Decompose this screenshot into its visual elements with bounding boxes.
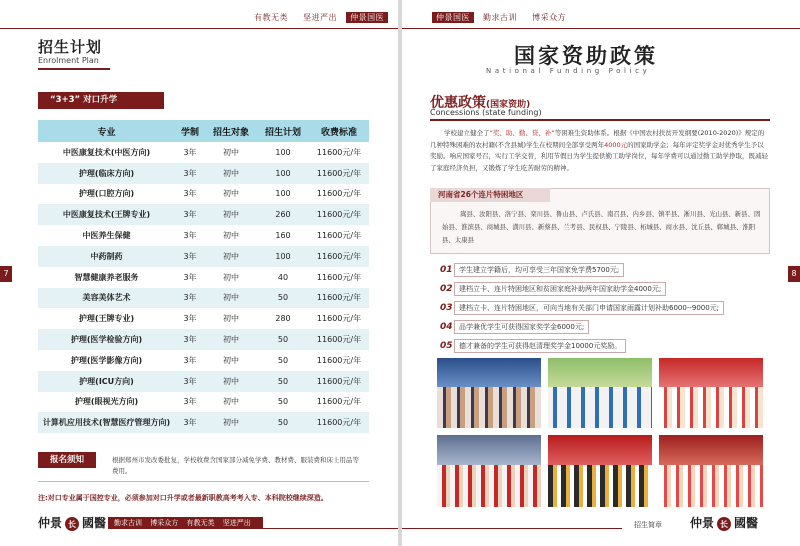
table-cell: 100 — [257, 246, 309, 267]
table-cell: 3年 — [175, 142, 205, 163]
top-slogan: 勤求古训 — [483, 13, 518, 22]
activity-photo — [437, 435, 541, 507]
table-cell: 11600元/年 — [309, 350, 369, 371]
policy-item: 01 学生建立学籍后，均可享受三年国家免学费5700元; — [440, 259, 624, 271]
table-cell: 50 — [257, 392, 309, 413]
top-slogan: 博采众方 — [532, 13, 567, 22]
table-cell: 初中 — [205, 267, 257, 288]
poverty-area-title: 河南省26个连片特困地区 — [430, 188, 550, 202]
table-cell: 初中 — [205, 225, 257, 246]
top-divider — [402, 28, 800, 29]
notice-label: 报名须知 — [38, 452, 96, 468]
table-cell: 11600元/年 — [309, 163, 369, 184]
table-cell: 初中 — [205, 163, 257, 184]
table-row — [38, 288, 369, 309]
table-cell: 3年 — [175, 350, 205, 371]
page-number: 7 — [0, 266, 12, 282]
activity-photo — [659, 435, 763, 507]
table-cell: 160 — [257, 225, 309, 246]
top-divider — [0, 28, 398, 29]
notice-text: 根据郑州市发改委批复，学校收费含国家部分减免学费、教材费、服装费和床上用品等费用。 — [112, 456, 359, 475]
bottom-divider — [402, 528, 622, 529]
table-cell: 3年 — [175, 329, 205, 350]
table-cell: 美容美体艺术 — [38, 288, 175, 309]
table-cell: 护理(口腔方向) — [38, 184, 175, 205]
table-cell: 3年 — [175, 412, 205, 433]
table-cell: 11600元/年 — [309, 371, 369, 392]
table-cell: 50 — [257, 288, 309, 309]
table-row — [38, 163, 369, 184]
top-slogan: 有教无类 — [254, 13, 288, 22]
page-title: 国家资助政策 — [514, 43, 658, 68]
table-row — [38, 267, 369, 288]
poverty-area-list: 嵩县、汝阳县、洛宁县、栾川县、鲁山县、卢氏县、南召县、内乡县、镇平县、淅川县、光山县、新县、固始县、淮滨县、商城县、潢川县、新蔡县、兰考县、民权县、宁陵县、柘城县、商水县、沈丘县、郸城县、淮阳县、太康县 — [442, 210, 761, 244]
table-cell: 护理(医学影像方向) — [38, 350, 175, 371]
table-cell: 50 — [257, 412, 309, 433]
table-cell: 初中 — [205, 329, 257, 350]
table-cell: 初中 — [205, 142, 257, 163]
table-row — [38, 371, 369, 392]
program-tag: “3+3” 对口升学 — [38, 92, 164, 109]
table-cell: 11600元/年 — [309, 308, 369, 329]
table-cell: 3年 — [175, 371, 205, 392]
table-cell: 计算机应用技术(智慧医疗管理方向) — [38, 412, 175, 433]
table-cell: 初中 — [205, 412, 257, 433]
table-cell: 3年 — [175, 225, 205, 246]
table-cell: 3年 — [175, 308, 205, 329]
table-row — [38, 204, 369, 225]
column-header: 专业 — [38, 120, 175, 142]
table-header-row — [38, 120, 369, 142]
table-cell: 中医康复技术(王牌专业) — [38, 204, 175, 225]
table-cell: 初中 — [205, 184, 257, 205]
table-cell: 100 — [257, 163, 309, 184]
page-subtitle: Enrolment Plan — [38, 56, 99, 65]
page-subtitle: National Funding Policy — [486, 67, 651, 75]
table-cell: 3年 — [175, 204, 205, 225]
table-cell: 280 — [257, 308, 309, 329]
table-row — [38, 142, 369, 163]
table-cell: 初中 — [205, 371, 257, 392]
table-cell: 11600元/年 — [309, 225, 369, 246]
table-cell: 100 — [257, 184, 309, 205]
right-page — [402, 0, 800, 546]
activity-photo — [659, 358, 763, 428]
table-cell: 中医康复技术(中医方向) — [38, 142, 175, 163]
table-row — [38, 308, 369, 329]
right-top-slogans — [432, 12, 572, 23]
table-cell: 3年 — [175, 184, 205, 205]
table-cell: 11600元/年 — [309, 267, 369, 288]
table-cell: 初中 — [205, 246, 257, 267]
table-cell: 50 — [257, 350, 309, 371]
brand-logo: 仲景 长 國醫 — [38, 516, 107, 530]
table-cell: 护理(眼视光方向) — [38, 392, 175, 413]
table-cell: 3年 — [175, 288, 205, 309]
table-cell: 初中 — [205, 308, 257, 329]
table-cell: 100 — [257, 142, 309, 163]
column-header: 学制 — [175, 120, 205, 142]
table-cell: 初中 — [205, 350, 257, 371]
policy-item: 04 品学兼优学生可获得国家奖学金6000元; — [440, 316, 589, 328]
table-cell: 3年 — [175, 246, 205, 267]
table-row — [38, 412, 369, 433]
table-row — [38, 184, 369, 205]
table-cell: 护理(临床方向) — [38, 163, 175, 184]
footer-label: 招生简章 — [634, 521, 662, 529]
seal-icon: 长 — [717, 517, 731, 531]
table-cell: 中医养生保健 — [38, 225, 175, 246]
table-cell: 中药制药 — [38, 246, 175, 267]
foot-note: 注:对口专业属于国控专业，必须参加对口升学或者最新职教高考考入专、本科院校继续深造。 — [38, 494, 328, 502]
table-cell: 50 — [257, 371, 309, 392]
table-row — [38, 246, 369, 267]
left-top-slogans — [248, 12, 388, 23]
table-cell: 3年 — [175, 163, 205, 184]
table-cell: 11600元/年 — [309, 204, 369, 225]
table-cell: 初中 — [205, 288, 257, 309]
page-title: 招生计划 — [38, 38, 103, 56]
activity-photo — [548, 435, 652, 507]
table-cell: 护理(医学检验方向) — [38, 329, 175, 350]
table-row — [38, 329, 369, 350]
table-cell: 11600元/年 — [309, 412, 369, 433]
table-row — [38, 392, 369, 413]
top-highlight: 仲景国医 — [346, 12, 388, 23]
left-page — [0, 0, 398, 546]
top-slogan: 坚进严出 — [303, 13, 338, 22]
table-cell: 40 — [257, 267, 309, 288]
table-cell: 智慧健康养老服务 — [38, 267, 175, 288]
seal-icon: 长 — [65, 517, 79, 531]
bottom-slogans: 勤求古训 博采众方 有教无类 坚进严出 — [108, 517, 263, 529]
table-cell: 护理(ICU方向) — [38, 371, 175, 392]
table-cell: 11600元/年 — [309, 142, 369, 163]
table-row — [38, 350, 369, 371]
table-cell: 260 — [257, 204, 309, 225]
table-cell: 初中 — [205, 204, 257, 225]
policy-item: 03 建档立卡、连片特困地区，可向当地有关部门申请国家雨露计划补助6000--9000元; — [440, 297, 724, 309]
title-underline — [38, 68, 110, 70]
policy-intro: 学校建立健全了“奖、助、勤、贷、补”等困难生资助体系。根据《中国农村扶贫开发纲要(2010-2020)》规定的几种特殊困难的农村籍(不含县城)学生在校期间全部享受两年4000元的国家助学金；每年评定奖学金对优秀学生予以奖励。响应国家号召，实行工学交替，利用节假日为学生提供勤工助学岗位，每年学费可以通过勤工助学挣取，既减轻了家庭经济负担，又锻炼了学生吃苦耐劳的精神。 — [430, 129, 768, 172]
column-header: 招生计划 — [257, 120, 309, 142]
table-cell: 11600元/年 — [309, 329, 369, 350]
enrolment-table — [38, 120, 369, 433]
section-underline — [430, 119, 770, 121]
activity-photo — [437, 358, 541, 428]
table-cell: 11600元/年 — [309, 392, 369, 413]
policy-item: 02 建档立卡、连片特困地区和贫困家庭补助两年国家助学金4000元; — [440, 278, 666, 290]
table-cell: 3年 — [175, 267, 205, 288]
top-highlight: 仲景国医 — [432, 12, 474, 23]
table-cell: 11600元/年 — [309, 288, 369, 309]
table-cell: 11600元/年 — [309, 184, 369, 205]
table-cell: 护理(王牌专业) — [38, 308, 175, 329]
column-header: 收费标准 — [309, 120, 369, 142]
activity-photo — [548, 358, 652, 428]
brand-logo: 仲景 长 國醫 — [690, 516, 759, 530]
section-subtitle: Concessions (state funding) — [430, 108, 542, 117]
section-title: 优惠政策(国家资助) — [430, 95, 531, 111]
table-cell: 初中 — [205, 392, 257, 413]
table-cell: 11600元/年 — [309, 246, 369, 267]
policy-item: 05 德才兼备的学生可获得赵清理奖学金10000元奖励。 — [440, 335, 626, 347]
table-row — [38, 225, 369, 246]
column-header: 招生对象 — [205, 120, 257, 142]
table-cell: 50 — [257, 329, 309, 350]
page-number: 8 — [788, 266, 800, 282]
table-cell: 3年 — [175, 392, 205, 413]
